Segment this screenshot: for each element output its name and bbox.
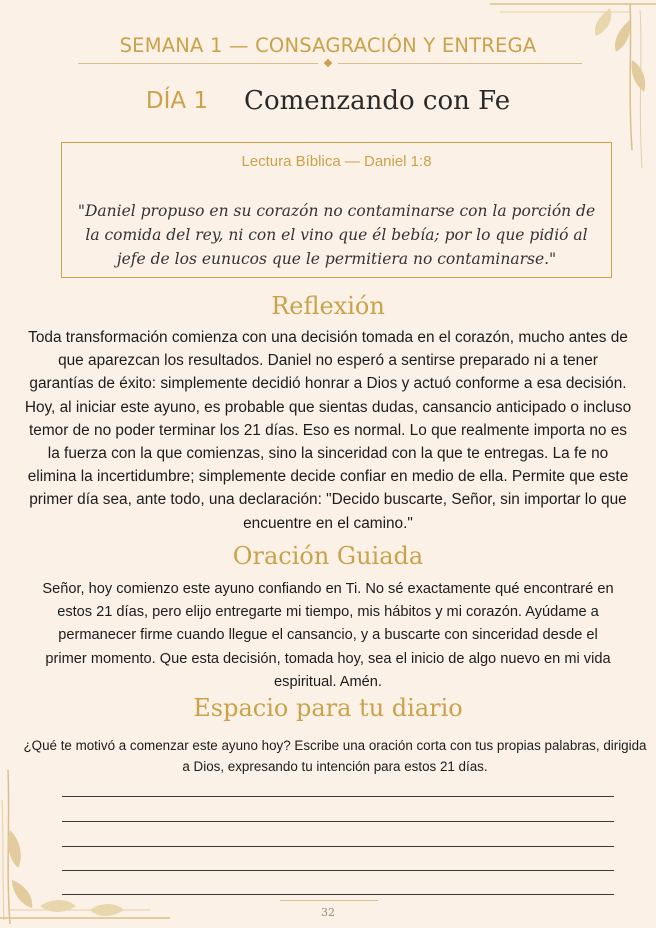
prayer-heading: Oración Guiada — [232, 542, 424, 570]
reading-quote: "Daniel propuso en su corazón no contaminarse con la porción de la comida del rey, ni con el vino que él bebía; por lo que pidió al jefe de los eunucos que le permitiera no contaminarse." — [77, 202, 596, 268]
divider-line-left — [78, 63, 318, 64]
divider-line-right — [338, 63, 582, 64]
journal-heading: Espacio para tu diario — [193, 694, 463, 722]
journal-prompt: ¿Qué te motivó a comenzar este ayuno hoy? Escribe una oración corta con tus propias palabras, dirigida a Dios, expresando tu intención para estos 21 días. — [23, 738, 647, 774]
journal-writing-line[interactable] — [62, 846, 614, 847]
journal-writing-line[interactable] — [62, 870, 614, 871]
week-title: SEMANA 1 — CONSAGRACIÓN Y ENTREGA — [119, 34, 537, 57]
day-heading — [0, 86, 656, 122]
day-label: DÍA 1 — [145, 88, 209, 114]
divider-diamond — [324, 59, 332, 67]
journal-writing-line[interactable] — [62, 796, 614, 797]
bottom-left-ornament — [0, 760, 180, 928]
prayer-text: Señor, hoy comienzo este ayuno confiando en Ti. No sé exactamente qué encontraré en estos 21 días, pero elijo entregarte mi tiempo, mis hábitos y mi corazón. Ayúdame a permanecer firme cuando llegue el cansancio, y a buscarte con sinceridad desde el primer momento. Que esta decisión, tomada hoy, sea el inicio de algo nuevo en mi vida espiritual. Amén. — [42, 581, 614, 690]
day-title: Comenzando con Fe — [244, 86, 511, 116]
journal-writing-line[interactable] — [62, 894, 614, 895]
page-number-rule — [280, 900, 378, 901]
reflection-text: Toda transformación comienza con una decisión tomada en el corazón, mucho antes de que aparezcan los resultados. Daniel no esperó a sentirse preparado ni a tener garantías de éxito: simplemente decidió honrar a Dios y actuó conforme a esa decisión. Hoy, al iniciar este ayuno, es probable que sientas dudas, cansancio anticipado o incluso temor de no poder terminar los 21 días. Eso es normal. Lo que realmente importa no es la fuerza con la que comienzas, sino la sinceridad con la que te entregas. La fe no elimina la incertidumbre; simplemente decide confiar en medio de ella. Permite que este primer día sea, ante todo, una declaración: "Decido buscarte, Señor, sin importar lo que encuentre en el camino." — [24, 329, 632, 532]
page-number: 32 — [321, 906, 335, 919]
bible-reading-box — [61, 142, 612, 278]
journal-writing-line[interactable] — [62, 821, 614, 822]
reading-reference: Lectura Bíblica — Daniel 1:8 — [241, 153, 432, 170]
reflection-heading: Reflexión — [271, 292, 385, 320]
